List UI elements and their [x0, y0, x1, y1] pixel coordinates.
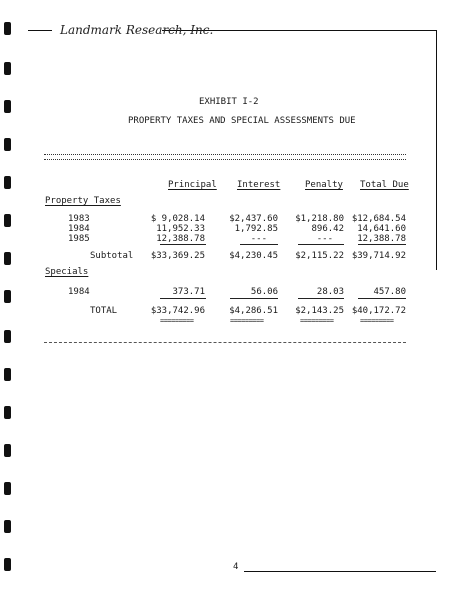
subtotal-rule — [160, 244, 206, 245]
cell-total: $12,684.54 — [351, 214, 406, 224]
cell-interest: $2,437.60 — [229, 214, 278, 224]
cell-principal: 373.71 — [172, 287, 205, 297]
total-total: $40,172.72 — [351, 306, 406, 316]
binder-hole — [4, 444, 11, 457]
frame-right-border — [436, 30, 437, 270]
section-heading-specials: Specials — [45, 267, 89, 277]
table-bottom-rule — [44, 342, 406, 343]
exhibit-title: PROPERTY TAXES AND SPECIAL ASSESSMENTS DUE — [128, 116, 356, 126]
column-header-interest: Interest — [237, 180, 281, 190]
total-principal: $33,742.96 — [150, 306, 205, 316]
total-double-rule: ========= — [360, 317, 394, 325]
total-rule — [160, 298, 206, 299]
total-label: TOTAL — [90, 306, 118, 316]
row-year: 1984 — [68, 224, 90, 234]
total-double-rule: ========= — [230, 317, 264, 325]
cell-total: 12,388.78 — [357, 234, 406, 244]
double-rule-separator — [44, 154, 406, 160]
total-rule — [298, 298, 344, 299]
exhibit-label: EXHIBIT I-2 — [199, 97, 259, 107]
binder-hole — [4, 138, 11, 151]
cell-principal: 11,952.33 — [156, 224, 205, 234]
binder-hole — [4, 176, 11, 189]
subtotal-principal: $33,369.25 — [150, 251, 205, 261]
cell-penalty: --- — [316, 234, 333, 244]
binder-hole — [4, 368, 11, 381]
row-year: 1984 — [68, 287, 90, 297]
column-header-total-due: Total Due — [360, 180, 409, 190]
binder-hole — [4, 520, 11, 533]
footer-rule — [244, 571, 436, 572]
column-header-penalty: Penalty — [305, 180, 343, 190]
total-rule — [230, 298, 278, 299]
subtotal-rule — [358, 244, 406, 245]
binder-hole — [4, 558, 11, 571]
subtotal-rule — [240, 244, 278, 245]
cell-penalty: 896.42 — [311, 224, 344, 234]
total-double-rule: ========= — [300, 317, 334, 325]
total-double-rule: ========= — [160, 317, 194, 325]
cell-total: 14,641.60 — [357, 224, 406, 234]
binder-hole — [4, 482, 11, 495]
binder-hole — [4, 22, 11, 35]
total-penalty: $2,143.25 — [295, 306, 344, 316]
subtotal-label: Subtotal — [90, 251, 134, 261]
binder-hole — [4, 406, 11, 419]
row-year: 1985 — [68, 234, 90, 244]
cell-interest: 1,792.85 — [234, 224, 278, 234]
binder-hole — [4, 100, 11, 113]
cell-interest: 56.06 — [250, 287, 278, 297]
subtotal-interest: $4,230.45 — [229, 251, 278, 261]
cell-principal: 12,388.78 — [156, 234, 205, 244]
total-interest: $4,286.51 — [229, 306, 278, 316]
binder-holes — [0, 0, 14, 599]
binder-hole — [4, 330, 11, 343]
subtotal-rule — [298, 244, 344, 245]
subtotal-penalty: $2,115.22 — [295, 251, 344, 261]
binder-hole — [4, 214, 11, 227]
binder-hole — [4, 62, 11, 75]
binder-hole — [4, 290, 11, 303]
cell-interest: --- — [250, 234, 267, 244]
company-logo: Landmark Research, Inc. — [60, 23, 214, 37]
cell-total: 457.80 — [373, 287, 406, 297]
total-rule — [358, 298, 406, 299]
subtotal-total: $39,714.92 — [351, 251, 406, 261]
cell-penalty: 28.03 — [316, 287, 344, 297]
binder-hole — [4, 252, 11, 265]
page-number: 4 — [233, 562, 239, 572]
section-heading-property-taxes: Property Taxes — [45, 196, 121, 206]
row-year: 1983 — [68, 214, 90, 224]
column-header-principal: Principal — [168, 180, 217, 190]
cell-penalty: $1,218.80 — [295, 214, 344, 224]
cell-principal: $ 9,028.14 — [150, 214, 205, 224]
